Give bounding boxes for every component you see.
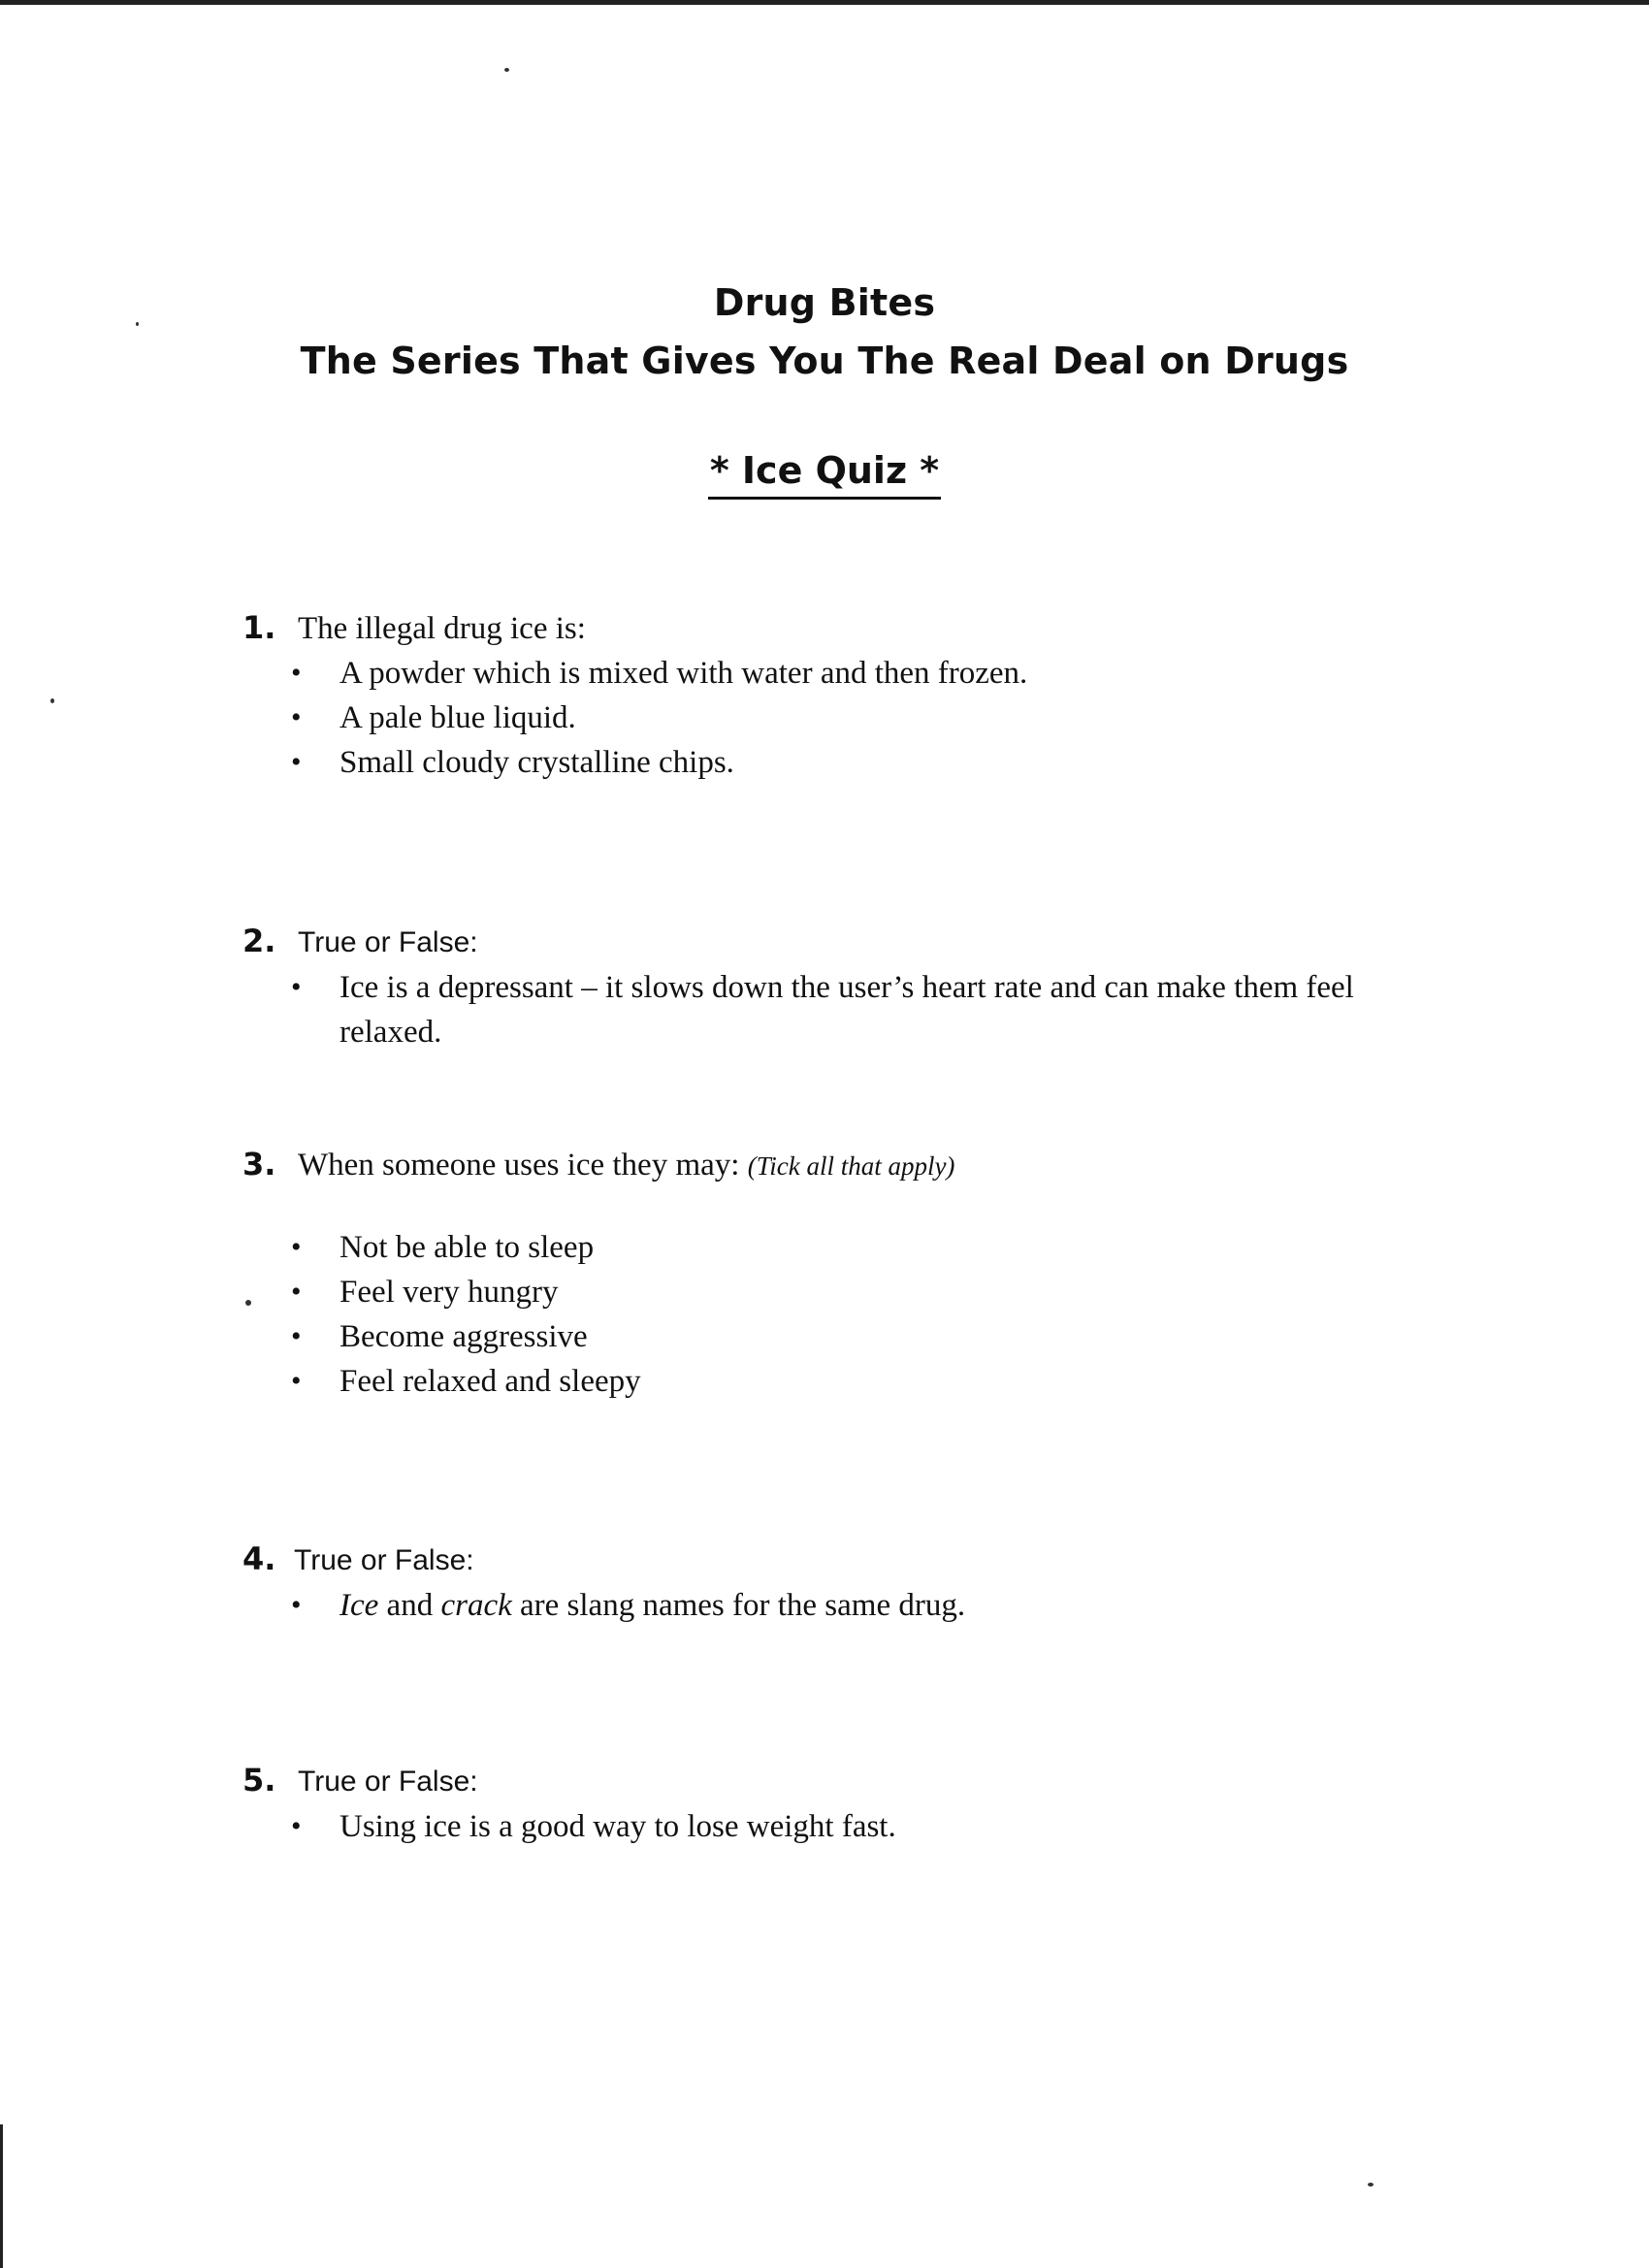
option-text: Become aggressive	[340, 1319, 588, 1354]
series-name: Drug Bites	[713, 281, 936, 324]
question-number: 1.	[242, 609, 276, 646]
question-1	[242, 605, 1406, 785]
bullet-icon: •	[291, 657, 302, 689]
document-header	[0, 274, 1649, 390]
option-text: Ice is a depressant – it slows down the user’s heart rate and can make them feel relaxed.	[340, 970, 1354, 1050]
option-item	[291, 651, 1406, 696]
question-text: The illegal drug ice is:	[298, 611, 586, 646]
option-text: A powder which is mixed with water and then frozen.	[340, 656, 1028, 691]
option-item	[291, 1314, 1406, 1359]
option-list	[242, 1583, 1406, 1628]
bullet-icon: •	[291, 1231, 302, 1263]
question-text: True or False:	[298, 926, 478, 958]
question-number: 5.	[242, 1762, 276, 1798]
question-prompt	[242, 1537, 1406, 1583]
option-item	[291, 1804, 1406, 1849]
option-text-ice: Ice	[340, 1588, 379, 1623]
option-item	[291, 1270, 1406, 1314]
bullet-icon: •	[291, 971, 302, 1003]
scan-left-edge	[0, 2124, 3, 2268]
option-text: Feel very hungry	[340, 1275, 559, 1310]
question-2	[242, 919, 1406, 1054]
option-list	[242, 1225, 1406, 1404]
bullet-icon: •	[291, 1810, 302, 1842]
option-text-rest: are slang names for the same drug.	[511, 1588, 966, 1623]
question-note: (Tick all that apply)	[747, 1151, 955, 1181]
question-number: 2.	[242, 923, 276, 959]
option-text: Not be able to sleep	[340, 1230, 595, 1265]
bullet-icon: •	[291, 1276, 302, 1308]
quiz-title-block	[0, 446, 1649, 500]
question-prompt	[242, 1758, 1406, 1804]
option-item	[291, 1225, 1406, 1270]
option-text: Small cloudy crystalline chips.	[340, 745, 734, 780]
option-text: A pale blue liquid.	[340, 700, 576, 735]
question-text: True or False:	[294, 1544, 474, 1576]
bullet-icon: •	[291, 701, 302, 733]
scan-top-edge	[0, 0, 1649, 5]
scan-speck	[1368, 2183, 1374, 2187]
option-item	[291, 965, 1368, 1054]
option-text: Using ice is a good way to lose weight fast.	[340, 1809, 896, 1844]
option-list	[242, 965, 1406, 1054]
question-5	[242, 1758, 1406, 1849]
question-4	[242, 1537, 1406, 1628]
question-prompt	[242, 1142, 1406, 1188]
option-text-and: and	[378, 1588, 441, 1623]
option-text-crack: crack	[440, 1588, 512, 1623]
series-tagline: The Series That Gives You The Real Deal on Drugs	[300, 340, 1349, 382]
question-number: 4.	[242, 1540, 276, 1577]
question-number: 3.	[242, 1146, 276, 1183]
question-text: True or False:	[298, 1766, 478, 1798]
quiz-title: * Ice Quiz *	[708, 446, 941, 500]
option-item	[291, 1359, 1406, 1404]
question-prompt	[242, 605, 1406, 651]
question-3	[242, 1142, 1406, 1404]
bullet-icon: •	[291, 746, 302, 778]
option-item	[291, 1583, 1406, 1628]
bullet-icon: •	[291, 1589, 302, 1621]
option-list	[242, 1804, 1406, 1849]
scan-speck	[50, 698, 54, 703]
bullet-icon: •	[291, 1320, 302, 1352]
option-item	[291, 696, 1406, 740]
bullet-icon: •	[291, 1365, 302, 1397]
option-list	[242, 651, 1406, 785]
option-text: Feel relaxed and sleepy	[340, 1364, 641, 1399]
option-item	[291, 740, 1406, 785]
question-prompt	[242, 919, 1406, 965]
question-text: When someone uses ice they may:	[298, 1148, 740, 1183]
scan-speck	[504, 68, 509, 72]
